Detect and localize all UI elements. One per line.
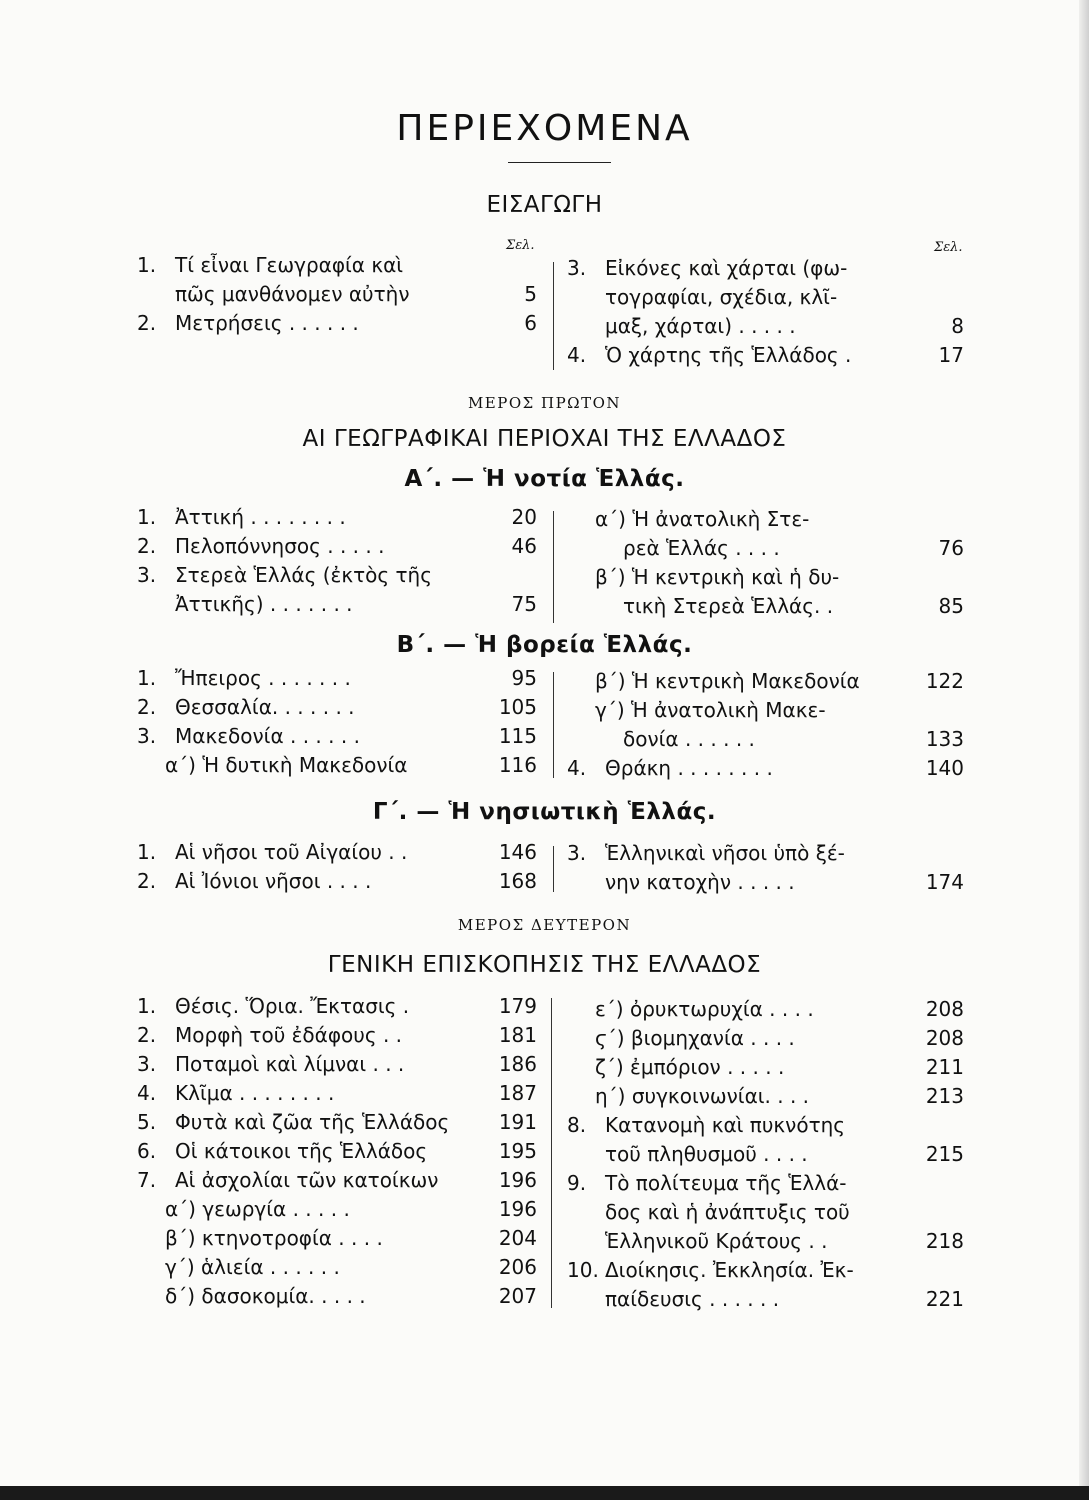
section-b-right-column <box>567 667 964 783</box>
toc-entry-number: 3. <box>567 256 587 280</box>
toc-entry-line <box>567 505 964 534</box>
toc-entry-line <box>137 1282 537 1311</box>
toc-entry-text: Ἑλληνικοῦ Κράτους . . <box>605 1229 828 1253</box>
toc-entry-line <box>567 312 964 341</box>
toc-entry-line <box>137 532 537 561</box>
page-title: ΠΕΡΙΕΧΟΜΕΝΑ <box>396 108 693 149</box>
toc-entry-line <box>567 868 964 897</box>
toc-entry-line <box>567 1227 964 1256</box>
intro-right-column <box>567 254 964 370</box>
toc-entry-line <box>567 754 964 783</box>
toc-entry-text: γ΄) ἁλιεία . . . . . . <box>165 1255 340 1279</box>
section-c-heading: Γ΄. — Ἡ νησιωτικὴ Ἑλλάς. <box>372 799 717 825</box>
toc-entry-line <box>137 1050 537 1079</box>
toc-entry-page: 46 <box>511 534 537 558</box>
toc-entry-text: Ἤπειρος . . . . . . . <box>175 666 351 690</box>
toc-entry-text: α΄) Ἡ ἀνατολικὴ Στε- <box>595 507 810 531</box>
toc-entry-page: 140 <box>925 756 964 780</box>
section-c-right-column <box>567 839 964 897</box>
toc-entry-text: Ἀττική . . . . . . . . <box>175 505 346 529</box>
toc-entry-page: 168 <box>498 869 537 893</box>
toc-entry-text: ϛ΄) βιομηχανία . . . . <box>595 1026 795 1050</box>
toc-entry-text: παίδευσις . . . . . . <box>605 1287 780 1311</box>
toc-entry-text: Μακεδονία . . . . . . <box>175 724 360 748</box>
toc-entry-text: Ἑλληνικαὶ νῆσοι ὑπὸ ξέ- <box>605 841 845 865</box>
section-c-left-column <box>137 838 537 896</box>
toc-entry-number: 8. <box>567 1113 587 1137</box>
toc-entry-page: 196 <box>498 1168 537 1192</box>
part1-title: ΑΙ ΓΕΩΓΡΑΦΙΚΑΙ ΠΕΡΙΟΧΑΙ ΤΗΣ ΕΛΛΑΔΟΣ <box>302 426 787 452</box>
toc-entry-line <box>137 751 537 780</box>
toc-entry-text: Τί εἶναι Γεωγραφία καὶ <box>175 253 404 277</box>
toc-entry-page: 208 <box>925 1026 964 1050</box>
toc-entry-page: 206 <box>498 1255 537 1279</box>
toc-entry-line <box>137 590 537 619</box>
toc-entry-line <box>137 1079 537 1108</box>
toc-entry-text: Διοίκησις. Ἐκκλησία. Ἐκ- <box>605 1258 854 1282</box>
toc-entry-text: Αἱ Ἰόνιοι νῆσοι . . . . <box>175 869 372 893</box>
toc-entry-line <box>567 1169 964 1198</box>
toc-entry-text: β΄) κτηνοτροφία . . . . <box>165 1226 383 1250</box>
toc-entry-number: 1. <box>137 666 157 690</box>
part2-title: ΓΕΝΙΚΗ ΕΠΙΣΚΟΠΗΣΙΣ ΤΗΣ ΕΛΛΑΔΟΣ <box>327 952 762 978</box>
toc-entry-text: Πελοπόννησος . . . . . <box>175 534 385 558</box>
toc-entry-number: 7. <box>137 1168 157 1192</box>
toc-entry-number: 3. <box>137 1052 157 1076</box>
toc-entry-text: γ΄) Ἡ ἀνατολικὴ Μακε- <box>595 698 826 722</box>
toc-entry-page: 196 <box>498 1197 537 1221</box>
section-a-left-column <box>137 503 537 619</box>
intro-heading: ΕΙΣΑΓΩΓΗ <box>486 192 603 218</box>
toc-entry-number: 2. <box>137 695 157 719</box>
toc-entry-text: τοῦ πληθυσμοῦ . . . . <box>605 1142 808 1166</box>
toc-entry-number: 3. <box>567 841 587 865</box>
page-column-label-left: Σελ. <box>506 238 535 253</box>
toc-entry-line <box>567 563 964 592</box>
toc-entry-page: 17 <box>938 343 964 367</box>
toc-entry-line <box>567 1256 964 1285</box>
toc-entry-number: 9. <box>567 1171 587 1195</box>
toc-entry-line <box>567 1285 964 1314</box>
toc-entry-line <box>137 1195 537 1224</box>
toc-entry-line <box>137 992 537 1021</box>
intro-divider <box>553 262 554 370</box>
toc-entry-line <box>137 251 537 280</box>
scan-edge-bottom <box>0 1486 1089 1500</box>
toc-entry-page: 105 <box>498 695 537 719</box>
toc-entry-line <box>567 592 964 621</box>
toc-entry-page: 116 <box>498 753 537 777</box>
toc-entry-page: 211 <box>925 1055 964 1079</box>
toc-entry-number: 2. <box>137 1023 157 1047</box>
toc-entry-page: 207 <box>498 1284 537 1308</box>
toc-entry-number: 2. <box>137 534 157 558</box>
toc-entry-number: 2. <box>137 311 157 335</box>
toc-entry-number: 1. <box>137 253 157 277</box>
part2-left-column <box>137 992 537 1311</box>
toc-entry-line <box>137 1108 537 1137</box>
toc-entry-page: 95 <box>511 666 537 690</box>
toc-entry-line <box>137 1224 537 1253</box>
toc-entry-text: β΄) Ἡ κεντρικὴ Μακεδονία <box>595 669 860 693</box>
toc-entry-line <box>137 561 537 590</box>
toc-entry-page: 186 <box>498 1052 537 1076</box>
toc-entry-page: 133 <box>925 727 964 751</box>
toc-entry-number: 1. <box>137 505 157 529</box>
toc-entry-line <box>137 1166 537 1195</box>
toc-entry-line <box>567 1024 964 1053</box>
toc-entry-page: 8 <box>951 314 964 338</box>
toc-entry-page: 218 <box>925 1229 964 1253</box>
toc-entry-number: 1. <box>137 994 157 1018</box>
toc-entry-page: 115 <box>498 724 537 748</box>
section-a-heading: Α΄. — Ἡ νοτία Ἑλλάς. <box>404 466 685 492</box>
toc-entry-page: 75 <box>511 592 537 616</box>
title-rule <box>508 162 611 163</box>
toc-entry-page: 208 <box>925 997 964 1021</box>
toc-entry-text: Αἱ νῆσοι τοῦ Αἰγαίου . . <box>175 840 408 864</box>
toc-entry-line <box>137 280 537 309</box>
page-column-label-right: Σελ. <box>934 240 963 255</box>
toc-entry-text: ρεὰ Ἑλλάς . . . . <box>623 536 780 560</box>
toc-entry-text: δος καὶ ἡ ἀνάπτυξις τοῦ <box>605 1200 850 1224</box>
section-a-right-column <box>567 505 964 621</box>
toc-entry-text: τογραφίαι, σχέδια, κλῖ- <box>605 285 838 309</box>
toc-entry-line <box>137 693 537 722</box>
toc-entry-text: δονία . . . . . . <box>623 727 755 751</box>
toc-entry-line <box>567 725 964 754</box>
toc-entry-text: ε΄) ὀρυκτωρυχία . . . . <box>595 997 814 1021</box>
toc-entry-number: 3. <box>137 724 157 748</box>
toc-entry-line <box>137 1021 537 1050</box>
toc-entry-line <box>567 283 964 312</box>
toc-entry-page: 5 <box>524 282 537 306</box>
toc-entry-page: 76 <box>938 536 964 560</box>
toc-entry-line <box>137 722 537 751</box>
toc-entry-text: Ὁ χάρτης τῆς Ἑλλάδος . <box>605 343 852 367</box>
toc-entry-page: 146 <box>498 840 537 864</box>
toc-entry-page: 20 <box>511 505 537 529</box>
toc-entry-line <box>567 1082 964 1111</box>
toc-entry-line <box>137 1253 537 1282</box>
toc-entry-text: Αἱ ἀσχολίαι τῶν κατοίκων <box>175 1168 439 1192</box>
toc-entry-line <box>567 1198 964 1227</box>
toc-entry-text: Θέσις. Ὅρια. Ἔκτασις . <box>175 994 410 1018</box>
toc-entry-number: 5. <box>137 1110 157 1134</box>
toc-entry-line <box>567 667 964 696</box>
section-b-left-column <box>137 664 537 780</box>
toc-entry-line <box>137 838 537 867</box>
toc-entry-page: 174 <box>925 870 964 894</box>
toc-entry-text: νην κατοχὴν . . . . . <box>605 870 795 894</box>
toc-entry-number: 4. <box>137 1081 157 1105</box>
toc-entry-number: 4. <box>567 343 587 367</box>
toc-entry-line <box>567 254 964 283</box>
toc-entry-page: 85 <box>938 594 964 618</box>
toc-entry-line <box>567 341 964 370</box>
toc-entry-number: 10. <box>567 1258 599 1282</box>
toc-entry-page: 195 <box>498 1139 537 1163</box>
toc-entry-text: α΄) Ἡ δυτικὴ Μακεδονία <box>165 753 408 777</box>
toc-entry-text: Τὸ πολίτευμα τῆς Ἑλλά- <box>605 1171 847 1195</box>
toc-entry-page: 187 <box>498 1081 537 1105</box>
toc-entry-text: Οἱ κάτοικοι τῆς Ἑλλάδος <box>175 1139 428 1163</box>
toc-entry-number: 6. <box>137 1139 157 1163</box>
toc-entry-page: 221 <box>925 1287 964 1311</box>
toc-entry-text: Φυτὰ καὶ ζῶα τῆς Ἑλλάδος <box>175 1110 450 1134</box>
toc-entry-text: Μορφὴ τοῦ ἐδάφους . . <box>175 1023 403 1047</box>
part2-right-column <box>567 995 964 1314</box>
toc-entry-text: Ποταμοὶ καὶ λίμναι . . . <box>175 1052 405 1076</box>
toc-entry-number: 4. <box>567 756 587 780</box>
toc-entry-line <box>567 995 964 1024</box>
section-b-divider <box>553 672 554 778</box>
toc-entry-page: 191 <box>498 1110 537 1134</box>
toc-entry-page: 181 <box>498 1023 537 1047</box>
toc-entry-number: 3. <box>137 563 157 587</box>
toc-entry-text: δ΄) δασοκομία. . . . . <box>165 1284 366 1308</box>
toc-entry-number: 2. <box>137 869 157 893</box>
toc-entry-page: 213 <box>925 1084 964 1108</box>
toc-entry-line <box>137 1137 537 1166</box>
toc-entry-text: Ἀττικῆς) . . . . . . . <box>175 592 353 616</box>
toc-entry-line <box>137 664 537 693</box>
toc-entry-line <box>567 534 964 563</box>
toc-entry-text: Στερεὰ Ἑλλάς (ἐκτὸς τῆς <box>175 563 432 587</box>
toc-entry-page: 215 <box>925 1142 964 1166</box>
section-c-divider <box>553 846 554 892</box>
part2-divider <box>551 998 552 1308</box>
toc-entry-page: 122 <box>925 669 964 693</box>
toc-entry-text: η΄) συγκοινωνίαι. . . . <box>595 1084 810 1108</box>
toc-entry-line <box>567 1140 964 1169</box>
part1-label: ΜΕΡΟΣ ΠΡΩΤΟΝ <box>467 394 622 412</box>
toc-entry-line <box>567 1111 964 1140</box>
toc-entry-text: Θεσσαλία. . . . . . . <box>175 695 355 719</box>
toc-entry-text: Μετρήσεις . . . . . . <box>175 311 359 335</box>
toc-entry-text: α΄) γεωργία . . . . . <box>165 1197 350 1221</box>
toc-entry-line <box>567 1053 964 1082</box>
toc-entry-line <box>137 503 537 532</box>
toc-entry-page: 6 <box>524 311 537 335</box>
toc-entry-text: Κλῖμα . . . . . . . . <box>175 1081 335 1105</box>
toc-entry-text: ζ΄) ἐμπόριον . . . . . <box>595 1055 785 1079</box>
toc-entry-number: 1. <box>137 840 157 864</box>
toc-entry-text: πῶς μανθάνομεν αὐτὴν <box>175 282 410 306</box>
toc-entry-line <box>137 867 537 896</box>
scan-edge-right <box>1079 0 1089 1500</box>
intro-left-column <box>137 251 537 338</box>
toc-entry-page: 204 <box>498 1226 537 1250</box>
toc-entry-text: Εἰκόνες καὶ χάρται (φω- <box>605 256 848 280</box>
toc-entry-line <box>137 309 537 338</box>
section-a-divider <box>553 511 554 623</box>
toc-entry-text: τικὴ Στερεὰ Ἑλλάς. . <box>623 594 834 618</box>
part2-label: ΜΕΡΟΣ ΔΕΥΤΕΡΟΝ <box>457 916 632 934</box>
toc-entry-text: Θράκη . . . . . . . . <box>605 756 773 780</box>
toc-entry-line <box>567 696 964 725</box>
toc-entry-text: μαξ, χάρται) . . . . . <box>605 314 796 338</box>
toc-entry-page: 179 <box>498 994 537 1018</box>
section-b-heading: Β΄. — Ἡ βορεία Ἑλλάς. <box>396 632 693 658</box>
toc-entry-line <box>567 839 964 868</box>
toc-entry-text: Κατανομὴ καὶ πυκνότης <box>605 1113 846 1137</box>
toc-entry-text: β΄) Ἡ κεντρικὴ καὶ ἡ δυ- <box>595 565 840 589</box>
